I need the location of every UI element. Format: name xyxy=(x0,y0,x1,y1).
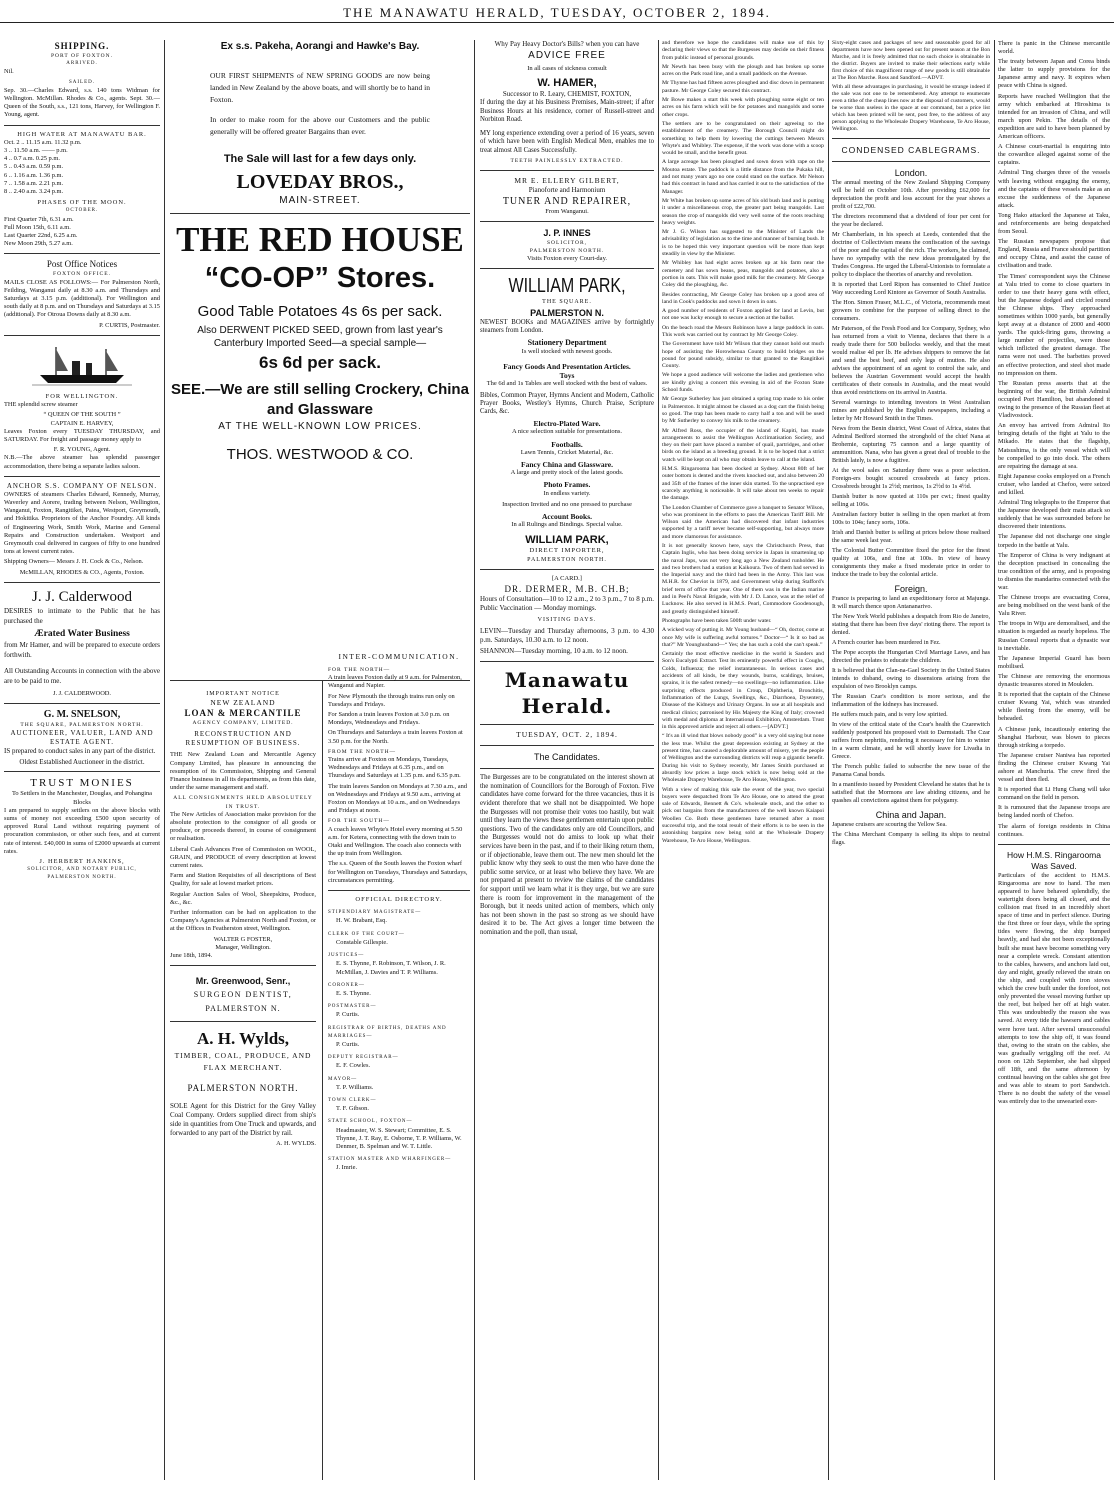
moon-row: New Moon 29th, 5.27 a.m. xyxy=(4,240,73,248)
snelson-text: IS prepared to conduct sales in any part of the district. xyxy=(4,747,156,756)
column-separator xyxy=(994,40,995,1480)
arrived-label: ARRIVED. xyxy=(66,61,98,67)
war-paragraph: The Chinese troops are evacuating Corea, are being mobilised on the west bank of the Yalu River. xyxy=(998,594,1110,618)
column-4 xyxy=(662,40,824,1480)
tide-row: 6 .. 1.16 a.m. 1.36 p.m. xyxy=(4,171,64,179)
for-south-label: FOR THE SOUTH— xyxy=(328,818,390,825)
park-town: PALMERSTON N. xyxy=(530,307,604,318)
for-north-label: FOR THE NORTH— xyxy=(328,667,391,673)
hankins-name: J. HERBERT HANKINS, xyxy=(39,857,125,865)
news-paragraph: The London Chamber of Commerce gave a banquet to Senator Wilson, who was prominent in the efforts to pass the American Tariff Bill. Mr Wilson said the American had discovered that infant industries supported by a tariff never became self-supporting, but always more and more clamorous for assistance. xyxy=(662,504,824,540)
from-north-item: Trains arrive at Foxton on Mondays, Tuesdays, Wednesdays and Fridays at 6.35 p.m., and on Thursdays and Saturdays at 1.35 p.m. and 6.35 p.m. xyxy=(328,756,461,780)
tide-row: 7 .. 1.58 a.m. 2.21 p.m. xyxy=(4,179,64,187)
directory-value: Constable Gillespie. xyxy=(336,938,388,946)
directory-label: DEPUTY REGISTRAR— xyxy=(328,1055,399,1061)
directory-label: JUSTICES— xyxy=(328,953,365,959)
war-paragraph: It is reported that Li Hung Chang will take command on the field in person. xyxy=(998,786,1110,802)
candidates-heading: The Candidates. xyxy=(533,752,601,763)
inspection-text: Inspection Invited and no one pressed to purchase xyxy=(502,500,632,508)
cable-paragraph: The Pope accepts the Hungarian Civil Marriage Laws, and has directed the prelates to educate the children. xyxy=(832,649,990,664)
news-paragraph: “ It's an ill wind that blows nobody good” is a very old saying but none the less true. Whilst the great depression existing at Sydney at the present time, has caused a deplorable amount of misery, yet the people of Wellington and the surrounding districts will reap a gigantic benefit. During his visit to Sydney recently, Mr James Smith purchased at absurdly low prices a large stock which is now being sold at the Wholesale Drapery Warehouse, Te Aro House, Wellington. xyxy=(662,733,824,784)
directory-label: CORONER— xyxy=(328,982,365,988)
directory-label: POSTMASTER— xyxy=(328,1004,377,1010)
innes-title: SOLICITOR, xyxy=(547,239,587,246)
news-paragraph: A good number of residents of Foxton applied for land at Levin, but not one was lucky enough to secure a section at the ballot. xyxy=(662,308,824,322)
news-paragraph: Photographs have been taken 500ft under water. xyxy=(662,617,772,624)
cable-paragraph: The Hon. Simon Fraser, M.L.C., of Victoria, recommends meat growers to combine for the purpose of selling direct to the consumers. xyxy=(832,299,990,322)
electro-text: A nice selection suitable for presentations. xyxy=(511,428,623,436)
card-label: [A CARD.] xyxy=(552,574,582,582)
foster-name: WALTER G FOSTER, xyxy=(213,935,273,943)
ringarooma-heading: How H.M.S. Ringarooma Was Saved. xyxy=(1006,849,1101,871)
cable-paragraph: Mr Paterson, of the Fresh Food and Ice Company, Sydney, who has returned from a visit to Vienna, declares that there is a ready trade there for 500 bullocks weekly, and that the meat would realise 4d per lb. He advises shippers to remove the fat and send the best beef, and only legs of mutton. He also advises the appointment of an agent to control the sale, and believes the Austrian Government would accept the health certificates of their consuls in Australia, and the meat would thus avoid restrictions on its arrival in Austria. xyxy=(832,325,990,396)
cable-paragraph: In view of the critical state of the Czar's health the Czarewitch suddenly postponed his proposed visit to Darmstadt. The Czar suffers from nephritis, rendering it necessary for him to winter in a warm climate, and he will shortly leave for Livadia in Greece. xyxy=(832,721,990,760)
hankins-town: PALMERSTON NORTH. xyxy=(47,875,117,881)
coop-heading: “CO-OP” Stores. xyxy=(204,262,436,294)
loan-date: June 18th, 1894. xyxy=(170,952,213,960)
account-books-heading: Account Books. xyxy=(541,512,592,522)
candidates-article: The Burgesses are to be congratulated on the interest shown at the nomination of Councillors for the Borough of Foxton. Five candidates have come forward for the three vacancies, thus it is evident therefore that we shall not be disappointed. We hope the Burgesses will not promise their votes too hastily, but wait until they learn the views these gentlemen entertain upon public questions. Two of the candidates only are old Councillors, and the Burgesses would not do amiss to look up what their services have been in the past, and if to their liking return them, or if objectionable, leave them out. The new men should let the public know why they seek to oust the men who have done the public some service, or at least who believe they have. We are not prepared at present to review the claims of the candidates for support until we learn what it is they urge, but we are sure there is room for improvement in the management of the Borough, but it needs united action of members, which only has not been shown in the past so strong as we should have desired it to be. The Act gives a longer time between the nomination and the poll, than usual, xyxy=(480,774,654,936)
levin-text: LEVIN—Tuesday and Thursday afternoons, 3 p.m. to 4.30 p.m. Saturdays, 10.30 a.m. to 12 noon. xyxy=(480,627,654,645)
cable-paragraph: France is preparing to land an expeditionary force at Majunga. It will march thence upon Antananarivo. xyxy=(832,595,990,610)
shipping-owners: Shipping Owners— Messrs J. H. Cock & Co., Nelson. xyxy=(4,558,144,566)
hamer-heading: W. HAMER, xyxy=(537,77,597,90)
news-paragraph: Mr Bowe makes a start this week with ploughing some eight or ten acres on his farm which will be for potatoes and mangolds and some other crops. xyxy=(662,97,824,118)
china-japan-heading: China and Japan. xyxy=(875,810,947,820)
war-paragraph: Admiral Ting telegraphs to the Emperor that the Japanese developed their main attack so suddenly that he was surrounded before he discovered their intentions. xyxy=(998,499,1110,531)
agent-name: F. R. YOUNG, Agent. xyxy=(53,446,111,454)
cable-paragraph: A French courier has been murdered in Fez. xyxy=(832,639,941,646)
postmaster-signature: P. CURTIS, Postmaster. xyxy=(99,321,160,329)
war-paragraph: Admiral Ting charges three of the vessels with leaving without engaging the enemy, and the captains of these vessels make as an excuse the suddenness of the Japanese attack. xyxy=(998,169,1110,209)
directory-label: STATE SCHOOL, FOXTON— xyxy=(328,1119,413,1125)
moon-row: Last Quarter 22nd, 6.25 a.m. xyxy=(4,232,78,240)
news-paragraph: Besides contracting, Mr George Coley has broken up a good area of land in Cook's paddocks and sown it down in oats. xyxy=(662,291,824,305)
column-1 xyxy=(4,40,160,1480)
from-north-label: FROM THE NORTH— xyxy=(328,748,397,755)
mcmillan-agents: McMILLAN, RHODES & CO., Agents, Foxton. xyxy=(19,568,145,576)
high-water-heading: HIGH WATER AT MANAWATU BAR. xyxy=(17,130,147,138)
news-paragraph: and therefore we hope the candidates will make use of this by declaring their views so that the Burgesses may decide on their fitness from public instead of personal grounds. xyxy=(662,40,824,61)
tuner-heading: TUNER AND REPAIRER, xyxy=(502,195,632,207)
moon-row: Full Moon 15th, 6.11 a.m. xyxy=(4,223,71,231)
wylds-occupation: TIMBER, COAL, PRODUCE, AND FLAX MERCHANT. xyxy=(174,1051,312,1073)
loveday-address: MAIN-STREET. xyxy=(279,195,361,206)
dermer-heading: DR. DERMER, M.B. CH.B; xyxy=(504,584,630,595)
directory-label: CLERK OF THE COURT— xyxy=(328,931,405,937)
from-north-item: The train leaves Sandon on Mondays at 7.30 a.m., and on Wednesdays and Fridays at 9.50 a.m., arriving at Foxton on Mondays at 10 a.m., and on Wednesdays and Fridays at noon. xyxy=(328,782,467,815)
for-wellington-heading: FOR WELLINGTON. xyxy=(45,392,119,400)
experience-text: MY long experience extending over a period of 16 years, seven of which have been with English Medical Men, enables me to treat almost All Cases Successfully. xyxy=(480,129,654,154)
rulings-text: In all Rulings and Bindings. Special value. xyxy=(511,521,623,529)
calderwood-accounts: All Outstanding Accounts in connection with the above are to be paid to me. xyxy=(4,666,160,685)
directory-value: P. Curtis. xyxy=(336,1011,360,1019)
greenwood-heading: Mr. Greenwood, Senr., xyxy=(195,976,291,987)
war-paragraph: A Chinese junk, incautiously entering the Shanghai Harbour, was blown to pieces through striking a torpedo. xyxy=(998,725,1110,749)
wylds-heading: A. H. Wylds, xyxy=(196,1029,290,1049)
loan-text-1: THE New Zealand Loan and Mercantile Agency Company Limited, has pleasure in announcing the resumption of its Commission, Shipping and General Finance business in all its departments, as from this date, under the same management and staff. xyxy=(170,751,316,792)
surgeon-title: SURGEON DENTIST, xyxy=(193,990,293,1000)
calderwood-text: DESIRES to intimate to the Public that he has purchased the xyxy=(4,606,160,625)
agency-heading: AGENCY COMPANY, LIMITED. xyxy=(192,720,294,727)
tide-row: 4 .. 0.7 a.m. 0.25 p.m. xyxy=(4,155,60,163)
war-paragraph: The Emperor of China is very indignant at the deception practised in concealing the true condition of the army, and is proposing to dismiss the mandarins connected with the war. xyxy=(998,551,1110,591)
wylds-text: SOLE Agent for this District for the Grey Valley Coal Company. Orders supplied direct from ship's side in quantities from One Truck and upwards, and forwarded to any part of the District by rail. xyxy=(170,1102,316,1138)
photo-text: In endless variety. xyxy=(543,489,591,497)
newest-books: NEWEST BOOKs and MAGAZINES arrive by fortnightly steamers from London. xyxy=(480,318,654,334)
moon-month: OCTOBER. xyxy=(65,208,99,214)
cable-paragraph: The Colonial Butter Committee fixed the price for the finest quality at 106s, and fine at 100s. In view of heavy consignments they make a fixed moderate price in order to induce the trade to buy the colonial article. xyxy=(832,547,990,578)
loveday-heading: LOVEDAY BROS., xyxy=(236,171,404,193)
park-importer: DIRECT IMPORTER, xyxy=(529,547,605,555)
innes-town: PALMERSTON NORTH. xyxy=(529,248,605,255)
war-paragraph: The Russian press asserts that at the beginning of the war, the British Admiral occupied Port Hamilton, but abandoned it owing to the presence of the Russian fleet at Vladivostock. xyxy=(998,379,1110,420)
news-paragraph: Mr J. G. Wilson has suggested to the Minister of Lands the advisability of legislation as to the time and manner of burning bush. It is to be hoped this very important question will be more than kept steadily in view by the Minister. xyxy=(662,229,824,258)
directory-value: E. F. Cowles. xyxy=(336,1062,371,1070)
bibles-text: Bibles, Common Prayer, Hymns Ancient and Modern, Catholic Prayer Books, Westley's Hymns, Church Praise, Scripture Cards, &c. xyxy=(480,391,654,416)
news-paragraph: With all these advantages in purchasing, it would be strange indeed if the sale was not one to be remembered. Any attempt to enumerate even a tithe of the cheap lines now at the disposal of customers, would be worse than useless in the space at our command, but a price list which has been printed will be sent, post free, to the address of any person applying to the Wholesale Drapery Warehouse, Te Aro House, Wellington. xyxy=(832,84,990,132)
news-paragraph: We hope a good audience will welcome the ladies and gentlemen who are kindly giving a concert this evening in aid of the Foxton State School funds. xyxy=(662,372,824,394)
steamship-illustration xyxy=(32,341,132,389)
directory-value: E. S. Thynne, F. Robinson, T. Wilson, J. R. McMillan, J. Davies and T. P. Williams. xyxy=(336,960,446,976)
gilbert-heading: MR E. ELLERY GILBERT, xyxy=(514,176,620,186)
trust-monies-heading: TRUST MONIES xyxy=(30,777,134,790)
war-paragraph: The Japanese did not discharge one single torpedo in the battle at Yalu. xyxy=(998,533,1110,549)
directory-label: REGISTRAR OF BIRTHS, DEATHS AND MARRIAGES— xyxy=(328,1025,447,1039)
news-paragraph: A wicked way of putting it. Mr Young husband—“ Oh, doctor, come at once My wife is suffering awful tortures.” Doctor—“ Is it so bad as that?” Mr Younghusband—“ Yes; she has such a cold she can't speak.” xyxy=(662,627,824,648)
news-paragraph: A large acreage has been ploughed and sown down with rape on the Moutoa estate. The paddock is a little distance from the Pukaka hill, and not many years ago no one could stand on the surface. Mr Nelson had this contract in hand and has carried it out to the satisfaction of the Manager. xyxy=(662,159,824,195)
column-separator xyxy=(164,40,165,1480)
nb-text: N.B.—The above steamer has splendid passenger accommodation, there being a separate ladies saloon. xyxy=(4,454,160,470)
park-square: THE SQUARE. xyxy=(542,299,592,306)
advice-free-heading: ADVICE FREE xyxy=(528,50,606,61)
snelson-oldest: Oldest Established Auctioneer in the district. xyxy=(19,758,145,767)
stationery-text: Is well stocked with newest goods. xyxy=(521,348,613,356)
greenwood-town: PALMERSTON N. xyxy=(205,1004,281,1014)
hamer-title: Successor to R. Leary, CHEMIST, FOXTON, xyxy=(502,90,632,99)
cable-paragraph: In a manifesto issued by President Cleveland he states that he is satisfied that the Mormons are law abiding citizens, and he quashes all convictions against them for polygamy. xyxy=(832,781,990,804)
news-paragraph: Mr White has broken up some acres of his old bush land and is putting it under a miscellaneous crop, the greater part being mangolds. Last season the crop of mangolds did very well some of the roots reaching heavy weights. xyxy=(662,197,824,226)
news-paragraph: The Government have told Mr Wilson that they cannot hold out much hope of assisting the Horowhenua County to build bridges on the pound for pound subsidy, similar to that granted to the Rangitikei County. xyxy=(662,341,824,370)
consult-text: In all cases of sickness consult xyxy=(527,65,607,72)
column-2-top xyxy=(170,40,470,680)
war-paragraph: The alarm of foreign residents in China continues. xyxy=(998,822,1110,838)
foster-title: Manager, Wellington. xyxy=(215,943,271,951)
masthead: THE MANAWATU HERALD, TUESDAY, OCTOBER 2, 1894. xyxy=(343,5,771,20)
column-5 xyxy=(832,40,990,1480)
cable-paragraph: News from the Benin district, West Coast of Africa, states that Admiral Bedford stormed the stronghold of the chief Nana at Brohemie, capturing 75 cannon and a large quantity of ammunition. Nana, who has given a great deal of trouble to the British lately, is now a fugitive. xyxy=(832,425,990,464)
war-paragraph: An envoy has arrived from Admiral Ito bringing details of the fight at Yalu to the Mikado. He states that the flagship, Matsushima, is the only vessel which will be compelled to go into dock. The others are repairing the damage at sea. xyxy=(998,422,1110,470)
column-2b xyxy=(328,652,470,1480)
news-paragraph: On the beach road the Messrs Robinson have a large paddock in oats. This work was carried out by contract by Mr George Coley. xyxy=(662,324,824,338)
directory-label: STATION MASTER AND WHARFINGER— xyxy=(328,1157,452,1163)
teeth-text: TEETH PAINLESSLY EXTRACTED. xyxy=(510,158,624,165)
directory-list xyxy=(328,909,470,1172)
news-paragraph: The settlers are to be congratulated on their agreeing to the establishment of the creamery. The Borough Council might do something to help them by lowering the cuttings between Messrs Whyte's and Whibley. The expense, if the work was done with a scoop would be small, and the benefit great. xyxy=(662,120,824,157)
loan-heading: LOAN & MERCANTILE xyxy=(184,708,302,719)
south-item: A coach leaves Whyte's Hotel every morning at 5.50 a.m. for Ketera, connecting with the down train to Otaki and Wellington. The coach also connects with the up train from Wellington. xyxy=(328,825,463,858)
news-paragraph: Mr George Sutherley has just obtained a spring trap made to his order in Palmerston. It might almost be classed as a dog cart the finish being so good. The trap has been made to carry half a ton and will be used by Mr Sutherley to convey his milk to the creamery. xyxy=(662,396,824,425)
red-house-heading: THE RED HOUSE xyxy=(176,220,464,259)
dermer-hours: Hours of Consultation—10 to 12 a.m., 2 to 3 p.m., 7 to 8 p.m. Public Vaccination — Monday mornings. xyxy=(480,595,654,613)
war-paragraph: It is rumoured that the Japanese troops are being landed north of Chefoo. xyxy=(998,804,1110,820)
news-paragraph: Certainly the most effective medicine in the world is Sanders and Son's Eucalypti Extract. Test its eminently powerful effect in Coughs, Colds, Influenza; the relief instantaneous. In serious cases and accidents of all kinds, be they wounds, burns, scaldings, bruises, sprains, it is the safest remedy—no swellings—no inflammation. Like surprising effects produced in Croup, Diphtheria, Bronchitis, Inflammation of the Lungs, Swellings, &c., Diarrhoea, Dysentery, Disease of the Kidneys and Urinary Organs. In use at all hospitals and medical clinics; patronised by His Majesty the King of Italy; crowned with medal and diploma at International Exhibition, Amsterdam. Trust in this approved article and reject all others.—[ADVT.] xyxy=(662,651,824,731)
shannon-text: SHANNON—Tuesday morning, 10 a.m. to 12 noon. xyxy=(480,647,628,656)
bargains-text: In order to make room for the above our Customers and the public generally will be offered greater Bargains than ever. xyxy=(210,115,430,136)
innes-heading: J. P. INNES xyxy=(543,227,591,238)
footballs-heading: Footballs. xyxy=(551,439,583,449)
war-paragraph: Tong Hako attacked the Japanese at Taku, and reinforcements are being despatched from Seoul. xyxy=(998,211,1110,236)
moon-heading: PHASES OF THE MOON. xyxy=(37,199,127,207)
important-notice: IMPORTANT NOTICE xyxy=(206,691,280,697)
war-paragraph: A Chinese court-martial is enquiring into the cowardice alleged against some of the captains. xyxy=(998,143,1110,167)
park-town-2: PALMERSTON NORTH. xyxy=(527,556,607,563)
captain-name: CAPTAIN E. HARVEY, xyxy=(50,419,114,427)
wylds-town: PALMERSTON NORTH. xyxy=(187,1083,299,1094)
cable-paragraph: The New York World publishes a despatch from Rio de Janeiro, stating that there has been five days' rioting there. The report is denied. xyxy=(832,613,990,636)
war-paragraph: The treaty between Japan and Corea binds the latter to supply provisions for the Japanese army and navy. It expires when peace with China is signed. xyxy=(998,58,1110,90)
cable-paragraph: The China Merchant Company is selling its ships to neutral flags. xyxy=(832,831,990,846)
war-paragraph: The Russian newspapers propose that England, Russia and France should partition and occupy China, and assist the cause of civilisation and trade. xyxy=(998,238,1110,270)
photo-heading: Photo Frames. xyxy=(543,480,591,490)
herald-title: Manawatu Herald. xyxy=(504,668,630,719)
snelson-address: THE SQUARE, PALMERSTON NORTH. xyxy=(20,721,144,728)
cable-paragraph: At the wool sales on Saturday there was a poor selection. Foreign-ers bought scoured crossbreds at fancy prices. Crossbreds brought 1s 2½d; merinos, 1s 2½d to 1s 4½d. xyxy=(832,467,990,490)
directory-value: Headmaster, W. S. Stewart; Committee, E. S. Thynne, J. T. Ray, E. Osborne, T. P. Williams, W. Denmer, B. Spelman and W. T. Little. xyxy=(336,1126,462,1150)
post-office-heading: Post Office Notices xyxy=(46,259,118,270)
spring-goods-text: OUR FIRST SHIPMENTS of NEW SPRING GOODS are now being landed in New Zealand by the above boats, and will shortly be to hand in Foxton. xyxy=(210,71,430,104)
post-office-sub: FOXTON OFFICE. xyxy=(53,271,111,278)
ringarooma-article: Particulars of the accident to H.M.S. Ringarooma are now to hand. The men appeared to have behaved splendidly, the watertight doors being all closed, and the collision mat fixed in an incredibly short space of time and in perfect silence. During the first three or four days, while the spring tides were flowing, the ship bumped heavily, and had she not been exceptionally built she must have become something very near a complete wreck. Constant attention to the cables, hawsers, and anchors laid out, day and night, greatly relieved the strain on the ship, and coupled with iron stoves which the crew built under the forefoot, not only prevented the vessel moving further up the reef, but helped her off at high water. This was undoubtedly the reason she was saved. At every tide the hawsers and cables were hove taut. After several unsuccessful attempts to tow the ship off, it was found that, owing to the strain on the cables, she was gradually wriggling off the reef. At noon on 12th September, she had slipped off 18ft, and the same afternoon by continual heaving on the cables she got free and was able to steam to port Sandwich. There is no doubt the safety of the vessel was entirely due to the unwearied exer- xyxy=(998,871,1110,1106)
column-separator xyxy=(658,40,659,1480)
directory-label: MAYOR— xyxy=(328,1076,358,1082)
steamer-text: THE splendid screw steamer xyxy=(4,401,78,409)
snelson-occupation: AUCTIONEER, VALUER, LAND AND ESTATE AGENT. xyxy=(10,729,154,747)
war-paragraph: The Chinese are removing the enormous dynastic treasures stored in Moukden. xyxy=(998,672,1110,689)
north-item: A train leaves Foxton daily at 9 a.m. for Palmerston, Wanganui and Napier. xyxy=(328,674,462,690)
news-paragraph: Sixty-eight cases and packages of new and seasonable good for all departments have now been opened out for present season at the Bon Marche, and it is freely admitted that no such choice is obtainable in the district. Buyers are invited to make their selections early while first choice of this magnificent range of new goods is still obtainable at The Bon Marche. Ross and Sandford.—ADVT. xyxy=(832,40,990,81)
war-paragraph: It is reported that the captain of the Chinese cruiser Kwang Yai, which was stranded while fleeing from the enemy, will be beheaded. xyxy=(998,691,1110,723)
park-heading: WILLIAM PARK, xyxy=(508,275,626,298)
war-paragraph: Eight Japanese cooks employed on a French cruiser, who landed at Chefoo, were seized and killed. xyxy=(998,472,1110,496)
column-3 xyxy=(480,40,654,1480)
cable-paragraph: Several warnings to intending investors in West Australian mines are published by the English newspapers, including a letter by Mr Howard Smith in the Times. xyxy=(832,399,990,422)
directory-value: P. Curtis. xyxy=(336,1040,360,1048)
reconstruction-heading: RECONSTRUCTION AND RESUMPTION OF BUSINESS. xyxy=(185,730,301,748)
cable-paragraph: The annual meeting of the New Zealand Shipping Company will be held on October 10th. After providing £62,000 for depreciation the profit and loss account for the year shows a profit of £22,700. xyxy=(832,179,990,210)
war-paragraph: Reports have reached Wellington that the army which embarked at Hiroshima is intended for an invasion of China, and will march upon Pekin. The details of the expedition are said to have been planned by American officers. xyxy=(998,92,1110,141)
china-text: A large and pretty stock of the latest goods. xyxy=(510,469,624,477)
directory-label: STIPENDIARY MAGISTRATE— xyxy=(328,910,422,916)
north-item: For Sandon a train leaves Foxton at 3.0 p.m. on Mondays, Wednesdays and Fridays. xyxy=(328,711,450,727)
foreign-heading: Foreign. xyxy=(894,584,928,594)
price-heading: 6s 6d per sack. xyxy=(259,353,381,372)
war-paragraph: The Times' correspondent says the Chinese at Yalu tried to come to close quarters in order to use their heavy guns with effect, but the Japanese dodged and circled round the Chinese ships. They approached sometimes within 1000 yards, but generally kept away at a distance of 2000 and 4000 yards. The quick-firing guns, throwing a large number of projectiles, were those which inflicted the greatest damage. The rams were not used. The barbettes proved an effective protection, and steel shot made no impression on them. xyxy=(998,272,1110,377)
departure-text: Leaves Foxton every TUESDAY THURSDAY, and SATURDAY. For freight and passage money apply to xyxy=(4,427,160,443)
tide-table xyxy=(4,139,160,196)
gilbert-from: From Wanganui. xyxy=(545,207,589,215)
cable-paragraph: The directors recommend that a dividend of four per cent for the year be declared. xyxy=(832,213,990,228)
north-item: For New Plymouth the through trains run only on Tuesdays and Fridays. xyxy=(328,692,455,708)
sailed-text: Sep. 30.—Charles Edward, s.s. 140 tons Widman for Wellington. McMillan. Rhodes & Co., agents. Sept. 30.—Queen of the South, s.s., 121 tons, Harvey, for Wellington F. Young, agent. xyxy=(4,86,160,119)
column-separator xyxy=(828,40,829,1480)
cable-paragraph: Mr Chamberlain, in his speech at Leeds, contended that the doctrine of Collectivism means the confiscation of the savings of the poor and the capital of the rich. The workers, he claimed, have no sympathy with the new ideas promulgated by the Trades Congress. He urged the Liberal-Unionists to formulate a policy to displace the theories of anarchy and revolution. xyxy=(832,231,990,278)
shipping-heading: SHIPPING. xyxy=(54,41,110,51)
london-heading: London. xyxy=(894,168,928,178)
column-2a xyxy=(170,690,316,1480)
loan-text-3: Liberal Cash Advances Free of Commission on WOOL, GRAIN, and PRODUCE of every description at lowest current rates. xyxy=(170,845,316,870)
news-paragraph: It is not generally known here, says the Christchurch Press, that Captain Inglis, who has been doing service in Japan in smartening up the naval Japs, was not very long ago a New Zealand runholder. He and two brothers had a station at Kaikoura. Two of them had served in the Imperial navy and the third had been in the Army. This last was M.H.R. for Cheviot in 1879, and Government whip during Stafford's brief term of office that year. One of them was in the Indian marine and in Peel's Naval Brigade, with Mr J. D. Lance, was at the relief of Lucknow. He also served in H.M.S. Pearl, Commodore Goodenough, and greatly distinguished himself. xyxy=(662,543,824,615)
hamer-text: If during the day at his Business Premises, Main-street; if after Business Hours at his residence, corner of Russell-street and Norbiton Road. xyxy=(480,99,654,124)
post-office-text: MAILS CLOSE AS FOLLOWS:— For Palmerston North, Feilding, Wanganui daily at 8.30 a.m. and Thursdays and Saturdays at 3.15 p.m. (additional). For Wellington and south daily at 8 p.m. and on Thursdays and Saturdays at 3.15 (additional). For Otroua Downs daily at 8.30 a.m. xyxy=(4,278,160,319)
war-paragraph: The troops in Wiju are demoralised, and the situation is regarded as nearly hopeless. The Russian Consul reports that a dynastic war is inevitable. xyxy=(998,620,1110,652)
south-item: The s.s. Queen of the South leaves the Foxton wharf for Wellington on Tuesdays, Thursdays and Saturdays, circumstances permitting. xyxy=(328,860,468,884)
trust-settlers: To Settlers in the Manchester, Douglas, and Pohangina Blocks xyxy=(11,790,153,806)
wylds-signature: A. H. WYLDS. xyxy=(276,1140,316,1148)
arrived-text: Nil. xyxy=(4,68,14,76)
directory-value: T. P. Williams. xyxy=(336,1083,374,1091)
sailed-label: SAILED. xyxy=(68,79,96,85)
news-paragraph: Mr Whibley has had eight acres broken up at his farm near the cemetery and has sown beans, peas, mangolds and potatoes, also a portion in oats. This will make good milk for the creamery. Mr George Coley did the ploughing, &c. xyxy=(662,260,824,289)
directory-label: TOWN CLERK— xyxy=(328,1097,377,1103)
cable-paragraph: Japanese cruisers are scouring the Yellow Sea. xyxy=(832,821,947,828)
nz-heading: NEW ZEALAND xyxy=(210,698,276,708)
tide-row: 8 .. 2.40 a.m. 3.24 p.m. xyxy=(4,188,64,196)
cable-paragraph: The French public failed to subscribe the new issue of the Panama Canal bonds. xyxy=(832,763,990,778)
news-paragraph: H.M.S. Ringarooma has been docked at Sydney. About 80ft of her outer bottom is dented and the rivets knocked out, and also between 20 and 35ft of the frames of the inner skin started. To the unpractised eye scarcely anything is noticeable. It will take about ten weeks to repair the damage. xyxy=(662,466,824,502)
fancy-goods-heading: Fancy Goods And Presentation Articles. xyxy=(503,362,631,372)
gilbert-instrument: Pianoforte and Harmonium xyxy=(528,186,606,195)
tide-row: 3 .. 11.50 a.m. —— p.m. xyxy=(4,147,68,155)
port-heading: PORT OF FOXTON. xyxy=(51,53,113,59)
cable-paragraph: Irish and Danish butter is selling at prices below those realised the same week last year. xyxy=(832,529,990,544)
masthead-rule xyxy=(0,22,1114,23)
news-paragraph: Mr Alfred Ross, the occupier of the island of Kapiti, has made arrangements to assist the Wellington Acclimatisation Society, and they on their part have placed a number of quail, partridges, and other birds on the island as a breeding ground. It is to be hoped that a strict watch will be kept on all who may obtain leave to call at the island. xyxy=(662,427,824,463)
china-heading: Fancy China and Glassware. xyxy=(521,460,613,470)
cable-paragraph: Danish butter is now quoted at 110s per cwt.; finest quality selling at 106s. xyxy=(832,493,990,508)
inter-communication-heading: INTER-COMMUNICATION. xyxy=(338,652,460,661)
potatoes-heading: Good Table Potatoes 4s 6s per sack. xyxy=(197,303,443,320)
north-item: On Thursdays and Saturdays a train leaves Foxton at 3.50 p.m. for the North. xyxy=(328,729,463,745)
directory-value: E. S. Thynne. xyxy=(336,989,371,997)
directory-value: J. Imrie. xyxy=(336,1164,358,1172)
calderwood-heading: J. J. Calderwood xyxy=(32,588,132,605)
war-paragraph: The Japanese Imperial Guard has been mobilised. xyxy=(998,654,1110,670)
war-paragraph: The Japanese cruiser Naniwa has reported finding the Chinese cruiser Kwang Yai ashore at Manchuria. The crew fired the vessel and then fled. xyxy=(998,751,1110,784)
electro-heading: Electro-Plated Ware. xyxy=(533,419,601,429)
anchor-company-heading: ANCHOR S.S. COMPANY OF NELSON. xyxy=(6,481,158,490)
directory-value: H. W. Brabant, Esq. xyxy=(336,917,387,925)
trust-text: I am prepared to supply settlers on the above blocks with sums of money not exceeding £500 upon security of approved Rural Land without requiring payment of procuration commission, or other such fees, and at current rate of interest. £40,000 in sums of £2000 upwards at current rates. xyxy=(4,806,160,855)
tide-row: Oct. 2 .. 11.15 a.m. 11.32 p.m. xyxy=(4,138,82,146)
anchor-company-text: OWNERS of steamers Charles Edward, Kennedy, Murray, Waverley and Aorere, trading between Nelson, Wellington, Wanganui, Foxton, Rangitikei, Patea, Westport, Greymouth, and Hokitika. Proprietors of the Anchor Foundry. All kinds of Engineering Work, Smith Work, Marine and General Repairs and Construction undertaken. Westport and Greymouth coal delivered in cargoes of fifty to one hundred tons at lowest current rates. xyxy=(4,490,160,556)
consignments-heading: ALL CONSIGNMENTS HELD ABSOLUTELY IN TRUST. xyxy=(173,795,313,810)
lawn-text: Lawn Tennis, Cricket Material, &c. xyxy=(520,448,614,456)
pakeha-heading: Ex s.s. Pakeha, Aorangi and Hawke's Bay. xyxy=(220,41,420,52)
loan-text-5: Regular Auction Sales of Wool, Sheepskins, Produce, &c., &c. xyxy=(170,890,316,906)
low-prices-text: AT THE WELL-KNOWN LOW PRICES. xyxy=(218,421,422,432)
cable-paragraph: He suffers much pain, and is very low spirited. xyxy=(832,711,948,718)
cable-paragraph: It is reported that Lord Ripon has consented to Chief Justice Way succeeding Lord Kintore as Governor of South Australia. xyxy=(832,281,990,296)
cablegrams-heading: CONDENSED CABLEGRAMS. xyxy=(841,145,981,155)
column-separator xyxy=(322,680,323,1480)
directory-value: T. F. Gibson. xyxy=(336,1105,369,1113)
stationery-heading: Stationery Department xyxy=(527,338,607,348)
column-separator xyxy=(474,40,475,1480)
hankins-title: SOLICITOR, AND NOTARY PUBLIC, xyxy=(27,867,137,873)
steamer-name: “ QUEEN OF THE SOUTH ” xyxy=(43,411,121,419)
crockery-heading: SEE.—We are still selling Crockery, China and Glassware xyxy=(171,381,469,418)
loan-text-2: The New Articles of Association make provision for the absolute protection to the consignor of all goods or produce, or proceeds thereof, in course of consignment or realisation. xyxy=(170,810,316,843)
tables-text: The 6d and 1s Tables are well stocked with the best of values. xyxy=(486,380,648,388)
sale-duration: The Sale will last for a few days only. xyxy=(223,153,417,165)
loan-text-6: Further information can be had on application to the Company's Agencies at Palmerston North and Foxton, or at the Offices in Featherston street, Wellington. xyxy=(170,909,316,933)
snelson-heading: G. M. SNELSON, xyxy=(43,708,121,720)
park-heading-2: WILLIAM PARK, xyxy=(525,534,609,547)
derwent-text: Also DERWENT PICKED SEED, grown from last year's Canterbury Imported Seed—a special sample— xyxy=(197,325,443,349)
toys-heading: Toys xyxy=(559,371,575,381)
tide-row: 5 .. 0.43 a.m. 0.59 p.m. xyxy=(4,163,64,171)
loan-text-4: Farm and Station Requisites of all descriptions of Best Quality, for sale at lowest market prices. xyxy=(170,872,316,888)
westwood-heading: THOS. WESTWOOD & CO. xyxy=(226,446,414,463)
visiting-days-heading: VISITING DAYS. xyxy=(537,617,597,624)
news-paragraph: Mr Thynne has had fifteen acres ploughed and disc down in permanent pasture. Mr George Coley secured this contract. xyxy=(662,80,824,94)
news-paragraph: Mr Newth has been busy with the plough and has broken up some acres on the Park road line, and a small paddock on the Avenue. xyxy=(662,63,824,78)
column-6 xyxy=(998,40,1110,1480)
official-directory-heading: OFFICIAL DIRECTORY. xyxy=(355,896,443,904)
news-paragraph: With a view of making this sale the event of the year, two special buyers were despatched from Te Aro House, one to attend the great sale of Edwards, Bennett & Co's. wholesale stock, and the other to pick out bargains from the manufacturers of the well known Kaiapoi Woollen Co. Both these gentlemen have returned after a most successful trip, and the total result of their efforts is to be seen in the astonishing bargains now being sold at the Wholesale Drapery Warehouse, Te Aro House, Wellington. xyxy=(662,786,824,844)
war-paragraph: There is panic in the Chinese mercantile world. xyxy=(998,40,1110,56)
innes-visit: Visits Foxton every Court-day. xyxy=(526,255,608,263)
aerated-water-heading: Ærated Water Business xyxy=(34,628,130,639)
calderwood-signature: J. J. CALDERWOOD. xyxy=(52,689,112,697)
moon-row: First Quarter 7th, 6.31 a.m. xyxy=(4,215,74,223)
cable-paragraph: It is believed that the Clan-na-Gael Society in the United States intends to disband, owing to dissensions arising from the expulsion of two Brooklyn camps. xyxy=(832,667,990,690)
cable-paragraph: Australian factory butter is selling in the open market at from 100s to 104s; fancy sorts, 106s. xyxy=(832,511,990,526)
calderwood-text-2: from Mr Hamer, and will be prepared to execute orders forthwith. xyxy=(4,640,160,659)
doctor-bills-text: Why Pay Heavy Doctor's Bills? when you can have xyxy=(494,40,640,48)
herald-date: TUESDAY, OCT. 2, 1894. xyxy=(516,730,618,740)
cable-paragraph: The Russian Czar's condition is more serious, and the inflammation of the kidneys has increased. xyxy=(832,693,990,708)
